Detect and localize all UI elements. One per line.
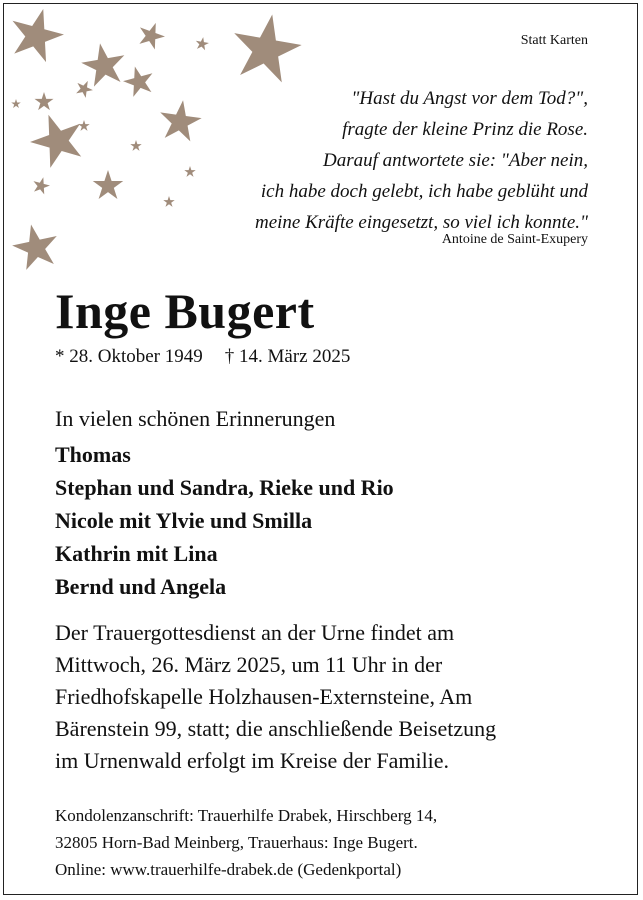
star-icon [135,18,169,51]
deceased-name: Inge Bugert [55,283,315,339]
quote-author: Antoine de Saint-Exupery [441,232,588,247]
star-icon [11,99,21,108]
life-dates [55,346,350,368]
mourner-name: Thomas [55,442,131,467]
service-line: Mittwoch, 26. März 2025, um 11 Uhr in der [55,652,443,677]
star-icon [23,106,90,172]
quote-line: ich habe doch gelebt, ich habe geblüht und [260,181,588,202]
statt-karten-label: Statt Karten [520,33,588,48]
service-line: im Urnenwald erfolgt im Kreise der Familie. [55,748,450,773]
star-icon [78,120,89,131]
mourners-list [55,438,394,603]
death-date: † 14. März 2025 [224,346,351,367]
star-icon [4,4,69,65]
mourners-intro: In vielen schönen Erinnerungen [55,406,336,431]
star-icon [93,170,123,199]
star-icon [130,140,141,151]
star-icon [227,9,304,85]
quote-line: meine Kräfte eingesetzt, so viel ich konnte." [254,212,588,233]
star-icon [120,63,157,99]
service-line: Der Trauergottesdienst an der Urne findet am [55,620,455,645]
quote-line: "Hast du Angst vor dem Tod?", [351,88,588,109]
mourner-name: Stephan und Sandra, Rieke und Rio [55,475,394,500]
quote-line: fragte der kleine Prinz die Rose. [342,119,588,140]
star-icon [73,77,95,99]
contact-line: Kondolenzanschrift: Trauerhilfe Drabek, Hirschberg 14, [55,806,438,825]
star-icon [194,36,209,51]
mourner-name: Nicole mit Ylvie und Smilla [55,508,313,533]
contact-line: Online: www.trauerhilfe-drabek.de (Gedenkportal) [55,860,402,879]
star-icon [34,92,53,110]
contact-info [55,802,437,883]
service-line: Friedhofskapelle Holzhausen-Externsteine, Am [55,684,473,709]
service-info [55,617,496,777]
mourner-name: Bernd und Angela [55,574,227,599]
quote-block [168,83,588,238]
star-icon [78,40,128,89]
quote-line: Darauf antwortete sie: "Aber nein, [323,150,588,171]
contact-line: 32805 Horn-Bad Meinberg, Trauerhaus: Inge Bugert. [55,833,418,852]
mourner-name: Kathrin mit Lina [55,541,218,566]
star-icon [9,220,63,272]
birth-date: * 28. Oktober 1949 [55,346,203,367]
star-icon [31,175,52,195]
service-line: Bärenstein 99, statt; die anschließende Beisetzung [55,716,497,741]
